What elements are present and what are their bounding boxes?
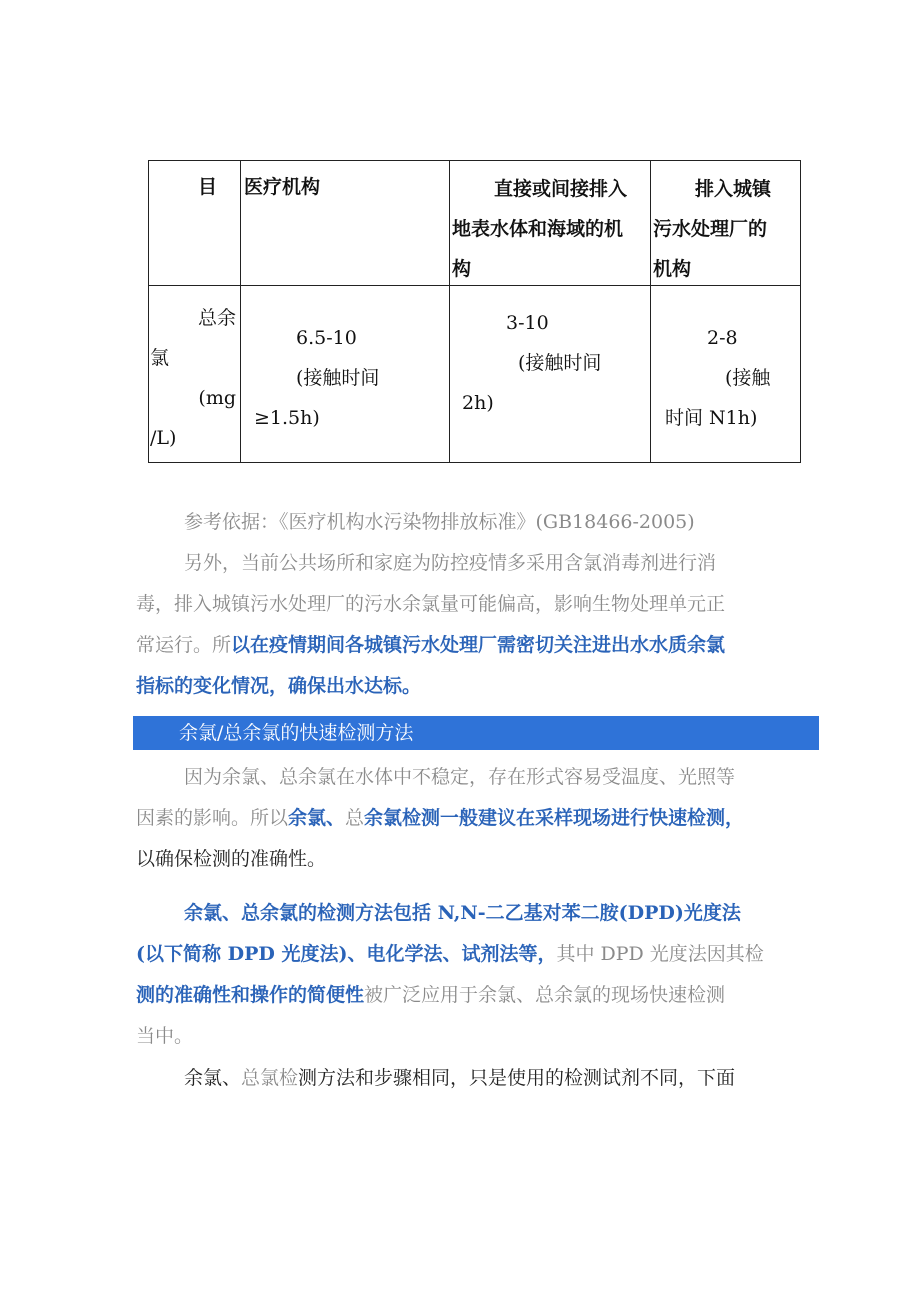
para-line: 另外，当前公共场所和家庭为防控疫情多采用含氯消毒剂进行消 <box>184 552 717 574</box>
header-line: 构 <box>452 258 472 280</box>
para-text: 常运行。所 <box>136 634 232 656</box>
paragraph-methods <box>136 893 820 1057</box>
para-text: 总 <box>345 807 365 829</box>
para-highlight: 指标的变化情况，确保出水达标。 <box>136 675 422 697</box>
table-col-divider <box>650 160 651 463</box>
para-highlight: 以在疫情期间各城镇污水处理厂需密切关注进出水水质余氯 <box>231 634 726 656</box>
table-header-medical: 医疗机构 <box>244 176 321 198</box>
value-line: (接触时间 <box>518 352 602 374</box>
para-highlight: 余氯、总余氯的检测方法包括 N,N-二乙基对苯二胺(DPD)光度法 <box>184 902 741 924</box>
para-line: 毒，排入城镇污水处理厂的污水余氯量可能偏高，影响生物处理单元正 <box>136 593 726 615</box>
table-col-divider <box>449 160 450 463</box>
para-text: 因素的影响。所以 <box>136 807 289 829</box>
para-text: 其中 DPD 光度法因其检 <box>556 943 764 965</box>
value-line: (接触时间 <box>296 367 380 389</box>
para-line: 因为余氯、总余氯在水体中不稳定，存在形式容易受温度、光照等 <box>184 766 736 788</box>
value-line: 2h) <box>462 392 494 414</box>
para-text: 测方法和步骤相同，只是使用的检测试剂不同，下面 <box>298 1067 736 1089</box>
header-line: 地表水体和海域的机 <box>452 218 624 240</box>
value-line: 6.5-10 <box>296 327 357 349</box>
paragraph-instability <box>136 757 820 880</box>
para-line: 以确保检测的准确性。 <box>136 848 327 870</box>
para-line <box>136 798 820 839</box>
reference-note <box>136 502 820 543</box>
value-line: (接触 <box>725 367 771 389</box>
table-col-divider <box>240 160 241 463</box>
table-header-item: 目 <box>198 176 218 198</box>
paragraph-disinfection <box>136 543 820 707</box>
para-text: 被广泛应用于余氯、总余氯的现场快速检测 <box>364 984 726 1006</box>
para-highlight: (以下简称 DPD 光度法)、电化学法、试剂法等， <box>136 943 557 965</box>
table-value-municipal-discharge <box>653 318 799 438</box>
para-line <box>136 625 820 666</box>
reference-text: 参考依据：《医疗机构水污染物排放标准》(GB18466-2005) <box>184 511 695 533</box>
para-line <box>136 1058 820 1099</box>
header-line: 直接或间接排入 <box>494 178 628 200</box>
para-line: 当中。 <box>136 1025 194 1047</box>
para-highlight: 余氯检测一般建议在采样现场进行快速检测， <box>364 807 745 829</box>
value-line: 3-10 <box>506 312 549 334</box>
table-value-direct-discharge <box>452 303 648 423</box>
row-label-line: 氯 <box>150 347 170 369</box>
table-value-medical <box>244 318 448 438</box>
value-line: 时间 N1h) <box>665 407 758 429</box>
para-text: 总氯检 <box>241 1067 299 1089</box>
header-line: 排入城镇 <box>695 178 772 200</box>
table-header-municipal-discharge <box>653 169 799 289</box>
header-line: 机构 <box>653 258 692 280</box>
para-line <box>136 934 820 975</box>
value-line: ≥1.5h) <box>254 407 320 429</box>
header-line: 污水处理厂的 <box>653 218 768 240</box>
para-text: 余氯、 <box>184 1067 242 1089</box>
para-highlight: 余氯、 <box>288 807 346 829</box>
value-line: 2-8 <box>707 327 738 349</box>
paragraph-steps <box>136 1058 820 1099</box>
table-row-label <box>150 298 238 458</box>
row-label-line: (mg <box>198 387 236 409</box>
section-heading: 余氯/总余氯的快速检测方法 <box>133 716 819 750</box>
row-label-line: /L) <box>150 427 177 449</box>
para-highlight: 测的准确性和操作的简便性 <box>136 984 365 1006</box>
para-line <box>136 975 820 1016</box>
table-header-direct-discharge <box>452 169 648 289</box>
row-label-line: 总余 <box>197 307 236 329</box>
